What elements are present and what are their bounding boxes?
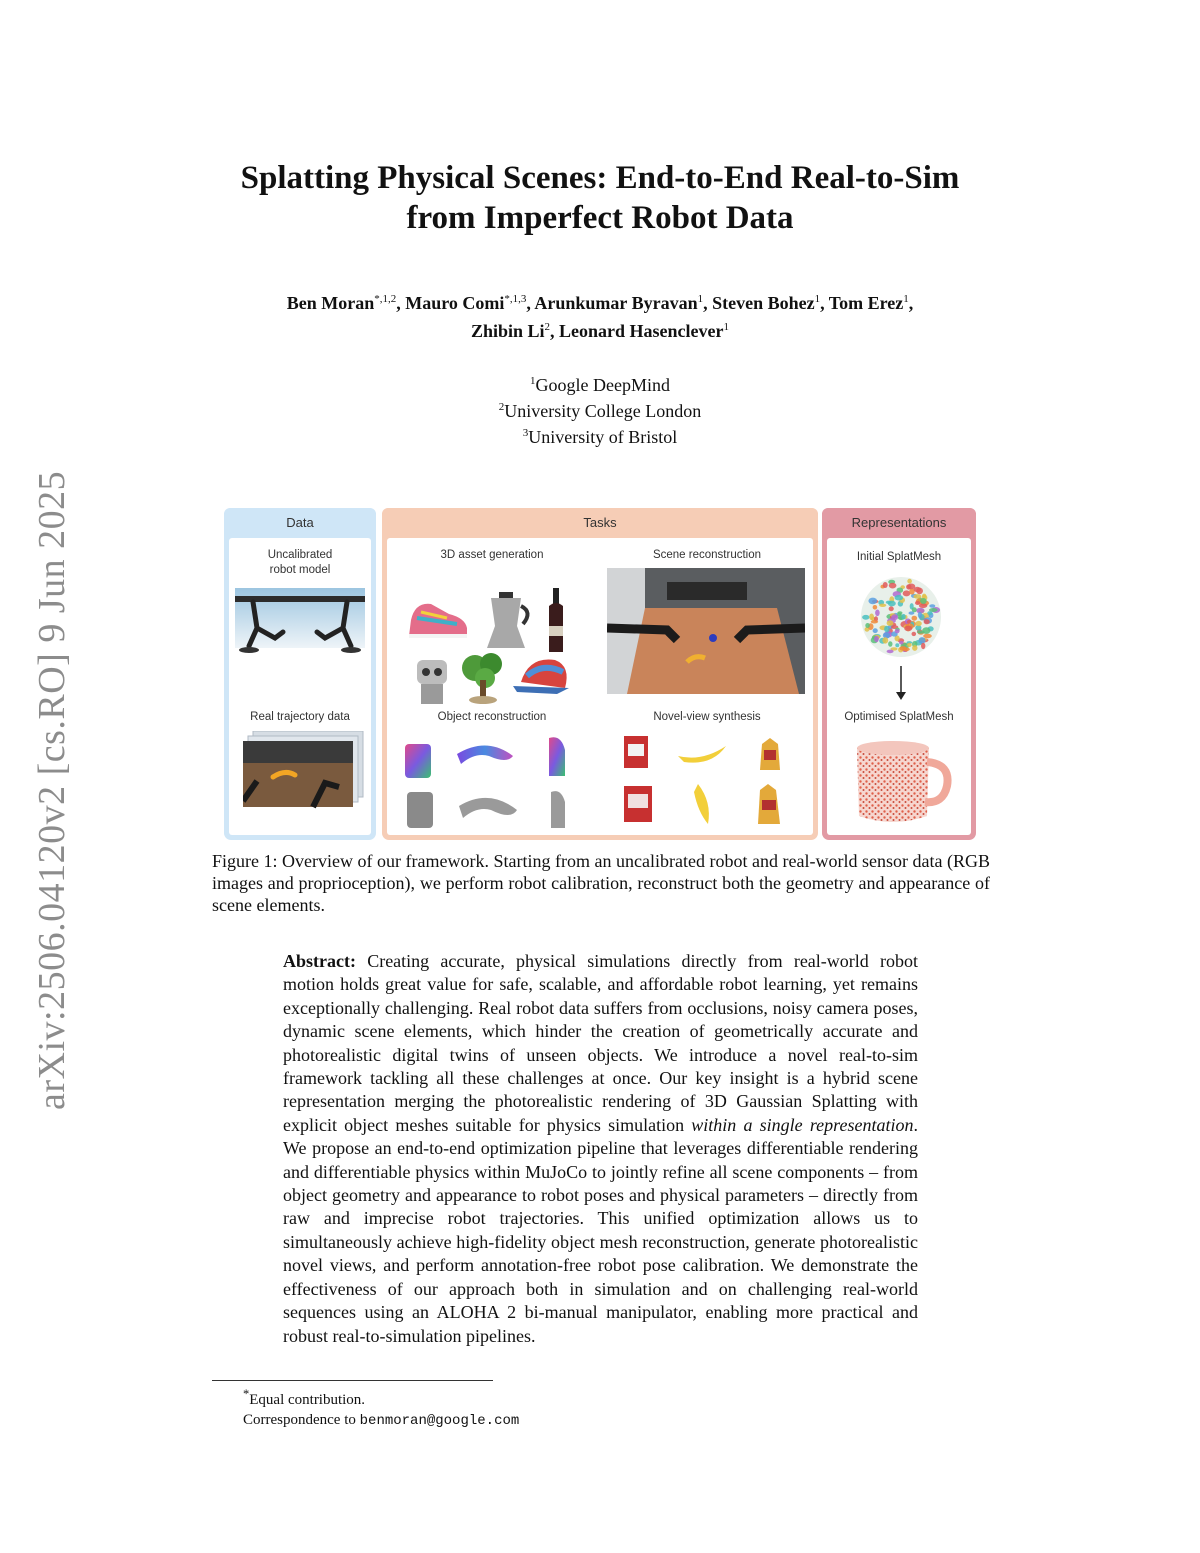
gaussian-splat [874, 636, 879, 642]
gaussian-splat [907, 579, 912, 584]
gaussian-splat [888, 601, 896, 607]
trajectory-images [243, 731, 373, 811]
footnotes [243, 1384, 743, 1431]
gaussian-splat [915, 601, 920, 605]
scene-reconstruction-label: Scene reconstruction [652, 549, 762, 561]
gaussian-splat [895, 643, 899, 647]
gaussian-splat [915, 621, 921, 626]
gaussian-splat [865, 623, 870, 628]
gaussian-splat [882, 637, 888, 643]
affiliation: $^3$University of Bristol [522, 427, 678, 447]
author-name: Mauro Comi [405, 293, 505, 313]
author-list [180, 287, 1020, 343]
gaussian-splat [883, 582, 888, 588]
gaussian-splat [929, 604, 935, 607]
author-line-2: Zhibin Li$^2$, Leonard Hasenclever$^1$ [470, 321, 730, 341]
gaussian-splat [919, 603, 927, 608]
gaussian-splat [903, 590, 911, 596]
author-name: Steven Bohez [712, 293, 815, 313]
author-name: Tom Erez [828, 293, 904, 313]
author-name: Ben Moran [286, 293, 375, 313]
gaussian-splat [862, 615, 869, 620]
optimised-splatmesh-mug [847, 732, 957, 832]
gaussian-splat [919, 637, 926, 644]
gaussian-splat [918, 612, 922, 618]
footnote-rule [212, 1380, 493, 1381]
abstract [283, 950, 918, 1348]
gaussian-splat [873, 605, 878, 610]
gaussian-splat [889, 583, 897, 589]
optimised-splatmesh-label: Optimised SplatMesh [844, 711, 954, 723]
correspondence-email[interactable]: benmoran@google.com [359, 1413, 520, 1429]
gaussian-splat [888, 641, 892, 647]
author-name: Leonard Hasenclever [559, 321, 724, 341]
gaussian-splat [889, 606, 894, 611]
abstract-emphasis: within a single representation [691, 1114, 914, 1135]
affiliations [300, 370, 900, 448]
gaussian-splat [901, 614, 905, 620]
object-reconstruction-label: Object reconstruction [437, 711, 547, 723]
representations-panel-title: Representations [822, 508, 976, 538]
figure-caption: Figure 1: Overview of our framework. Starting from an uncalibrated robot and real-world sensor data (RGB images and proprioception), we perform robot calibration, reconstruct both the geometry and appearance of scene elements. [212, 851, 990, 915]
gaussian-splat [927, 611, 932, 615]
author-affil-sup: *,1,2 [374, 293, 397, 305]
title-line-2: from Imperfect Robot Data [406, 200, 794, 236]
gaussian-splat [895, 629, 900, 633]
abstract-text-1: Creating accurate, physical simulations directly from real-world robot motion holds great value for safe, scalable, and affordable robot learning, yet remains exceptionally challenging. Real robot data suffers from occlusions, noisy camera poses, dynamic scene elements, which hinder the creation of geometrically accurate and photorealistic digital twins of unseen objects. We introduce a novel real-to-sim framework tackling all these challenges at once. Our key insight is a hybrid scene representation merging the photorealistic rendering of 3D Gaussian Splatting with explicit object meshes suitable for physics simulation [283, 951, 918, 1135]
scene-reconstruction-image [607, 568, 805, 694]
asset-generation-objects [387, 568, 597, 708]
gaussian-splat [873, 628, 878, 633]
gaussian-splat [922, 627, 930, 634]
author-affil-sup: 1 [723, 321, 730, 333]
gaussian-splat [921, 643, 925, 649]
gaussian-splat [887, 650, 894, 654]
gaussian-splat [887, 620, 894, 626]
data-panel-title: Data [224, 508, 376, 538]
arrow-down-icon [891, 664, 911, 704]
equal-contribution-note: *Equal contribution. [243, 1387, 366, 1408]
initial-splatmesh-label: Initial SplatMesh [856, 551, 942, 563]
representations-panel [822, 508, 976, 840]
abstract-label: Abstract: [283, 951, 356, 971]
affiliation: $^1$Google DeepMind [530, 375, 670, 395]
asset-generation-label: 3D asset generation [440, 549, 544, 561]
gaussian-splat [912, 616, 918, 621]
novel-view-synthesis-label: Novel-view synthesis [653, 711, 761, 723]
novel-view-synthesis-objects [602, 730, 812, 834]
gaussian-splat [868, 598, 877, 605]
gaussian-splat [912, 645, 917, 651]
gaussian-splat [871, 620, 878, 623]
gaussian-splat [875, 610, 880, 617]
initial-splatmesh-sphere [856, 572, 946, 662]
gaussian-splat [869, 614, 874, 621]
author-line-1: Ben Moran$^{*,1,2}$, Mauro Comi$^{*,1,3}$, Arunkumar Byravan$^1$, Steven Bohez$^1$, Tom Erez$^1$, [286, 293, 914, 313]
gaussian-splat [912, 632, 917, 636]
gaussian-splat [879, 604, 886, 607]
gaussian-splat [912, 607, 917, 612]
gaussian-splat [899, 646, 906, 651]
gaussian-splat [923, 634, 932, 639]
gaussian-splat [897, 612, 901, 616]
correspondence-note: Correspondence to benmoran@google.com [243, 1412, 520, 1429]
gaussian-splat [904, 626, 912, 632]
gaussian-splat [895, 595, 904, 601]
gaussian-splat [913, 594, 921, 599]
object-reconstruction-meshes [387, 730, 597, 834]
gaussian-splat [920, 598, 927, 604]
figure-1-overview [224, 508, 976, 840]
author-name: Zhibin Li [470, 321, 545, 341]
data-panel [224, 508, 376, 840]
robot-model-label: Uncalibrated robot model [267, 549, 333, 576]
tasks-panel-title: Tasks [382, 508, 818, 538]
paper-title [150, 158, 1050, 238]
tasks-panel [382, 508, 818, 840]
trajectory-label: Real trajectory data [250, 711, 350, 723]
arxiv-identifier: arXiv:2506.04120v2 [cs.RO] 9 Jun 2025 [31, 470, 73, 1110]
author-affil-sup: 2 [544, 321, 551, 333]
author-affil-sup: 1 [697, 293, 704, 305]
gaussian-splat [891, 614, 898, 620]
author-affil-sup: *,1,3 [504, 293, 527, 305]
affiliation: $^2$University College London [498, 401, 702, 421]
robot-model-image [235, 588, 365, 660]
title-line-1: Splatting Physical Scenes: End-to-End Real-to-Sim [240, 160, 960, 196]
gaussian-splat [924, 619, 930, 624]
gaussian-splat [907, 643, 912, 647]
gaussian-splat [907, 584, 915, 590]
abstract-text-2: . We propose an end-to-end optimization pipeline that leverages differentiable rendering and differentiable physics within MuJoCo to jointly refine all scene components – from object geometry and appearance to robot poses and physical parameters – directly from raw and imprecise robot trajectories. This unified optimization allows us to simultaneously achieve high-fidelity object mesh reconstruction, generate photorealistic novel views, and perform annotation-free robot pose calibration. We demonstrate the effectiveness of our approach both in simulation and on challenging real-world sequences using an ALOHA 2 bi-manual manipulator, enabling more practical and robust real-to-simulation pipelines. [283, 1114, 918, 1346]
gaussian-splat [899, 641, 903, 644]
author-affil-sup: 1 [903, 293, 909, 305]
author-name: Arunkumar Byravan [534, 293, 698, 313]
author-affil-sup: 1 [814, 293, 821, 305]
